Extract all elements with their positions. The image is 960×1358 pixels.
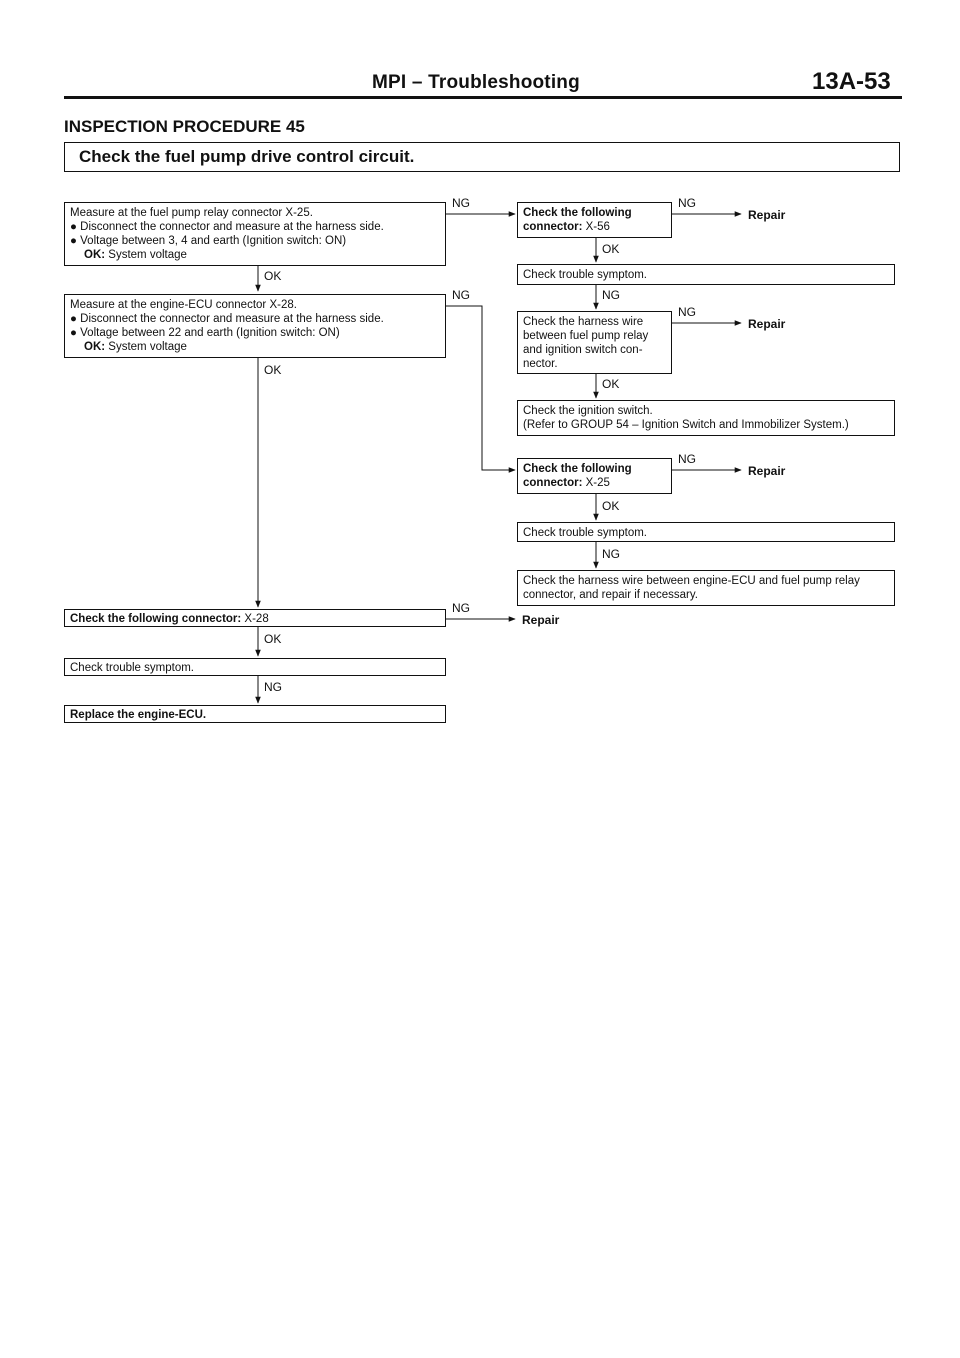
- step-check-connector-x56: [517, 202, 672, 238]
- connector-id: X-56: [582, 221, 610, 233]
- ok-criterion-value: System voltage: [105, 249, 187, 261]
- step-text: Check trouble symptom.: [523, 269, 647, 281]
- step-text: and ignition switch con-: [523, 344, 643, 356]
- ng-label: NG: [678, 452, 696, 466]
- ng-label: NG: [678, 305, 696, 319]
- step-check-harness-relay-ignition: [517, 311, 672, 374]
- ng-label: NG: [678, 196, 696, 210]
- step-text: ● Voltage between 22 and earth (Ignition switch: ON): [70, 327, 340, 339]
- step-check-trouble-symptom: [64, 658, 446, 676]
- ng-label: NG: [602, 547, 620, 561]
- repair-label: Repair: [748, 464, 786, 478]
- ng-label: NG: [452, 196, 470, 210]
- ok-label: OK: [264, 363, 282, 377]
- step-text: Check trouble symptom.: [70, 662, 194, 674]
- step-text: ● Disconnect the connector and measure at the harness side.: [70, 313, 384, 325]
- page-number: 13A-53: [812, 68, 891, 95]
- step-text: Check the following connector:: [70, 613, 242, 625]
- ok-label: OK: [602, 377, 620, 391]
- procedure-title: INSPECTION PROCEDURE 45: [64, 117, 305, 136]
- step-text: Measure at the fuel pump relay connector X-25.: [70, 207, 313, 219]
- step-measure-ecu-connector: [64, 294, 446, 358]
- step-check-harness-ecu-relay: [517, 570, 895, 606]
- step-replace-engine-ecu: [64, 705, 446, 723]
- step-check-trouble-symptom: [517, 264, 895, 285]
- step-check-connector-x25: [517, 458, 672, 494]
- step-text: ● Disconnect the connector and measure at the harness side.: [70, 221, 384, 233]
- step-text: Check the following: [523, 207, 632, 219]
- step-check-ignition-switch: [517, 400, 895, 436]
- ng-label: NG: [602, 288, 620, 302]
- connector-id: X-28: [241, 613, 269, 625]
- connector-label: connector:: [523, 477, 583, 489]
- connector-id: X-25: [582, 477, 610, 489]
- connector-label: connector:: [523, 221, 583, 233]
- step-text: connector, and repair if necessary.: [523, 589, 698, 601]
- repair-label: Repair: [522, 613, 560, 627]
- ok-label: OK: [602, 499, 620, 513]
- step-text: Measure at the engine-ECU connector X-28.: [70, 299, 297, 311]
- ng-label: NG: [452, 288, 470, 302]
- step-check-trouble-symptom: [517, 522, 895, 542]
- ok-label: OK: [602, 242, 620, 256]
- step-text: ● Voltage between 3, 4 and earth (Ignition switch: ON): [70, 235, 347, 247]
- ok-criterion-label: OK:: [84, 249, 106, 261]
- banner-text: Check the fuel pump drive control circuit.: [79, 147, 415, 166]
- step-text: nector.: [523, 358, 558, 370]
- step-text: between fuel pump relay: [523, 330, 649, 342]
- step-text: (Refer to GROUP 54 – Ignition Switch and Immobilizer System.): [523, 419, 849, 431]
- step-text: Check trouble symptom.: [523, 527, 647, 539]
- step-text: Check the ignition switch.: [523, 405, 653, 417]
- ok-label: OK: [264, 632, 282, 646]
- step-text: Check the harness wire: [523, 316, 644, 328]
- step-text: Check the harness wire between engine-ECU and fuel pump relay: [523, 575, 860, 587]
- step-text: Check the following: [523, 463, 632, 475]
- ok-criterion-value: System voltage: [105, 341, 187, 353]
- page-header-title: MPI – Troubleshooting: [372, 72, 580, 93]
- ok-label: OK: [264, 269, 282, 283]
- ng-label: NG: [452, 601, 470, 615]
- step-check-connector-x28: [64, 609, 446, 627]
- ok-criterion-label: OK:: [84, 341, 106, 353]
- ng-label: NG: [264, 680, 282, 694]
- repair-label: Repair: [748, 317, 786, 331]
- step-text: Replace the engine-ECU.: [70, 709, 207, 721]
- repair-label: Repair: [748, 208, 786, 222]
- step-measure-relay-connector: [64, 202, 446, 266]
